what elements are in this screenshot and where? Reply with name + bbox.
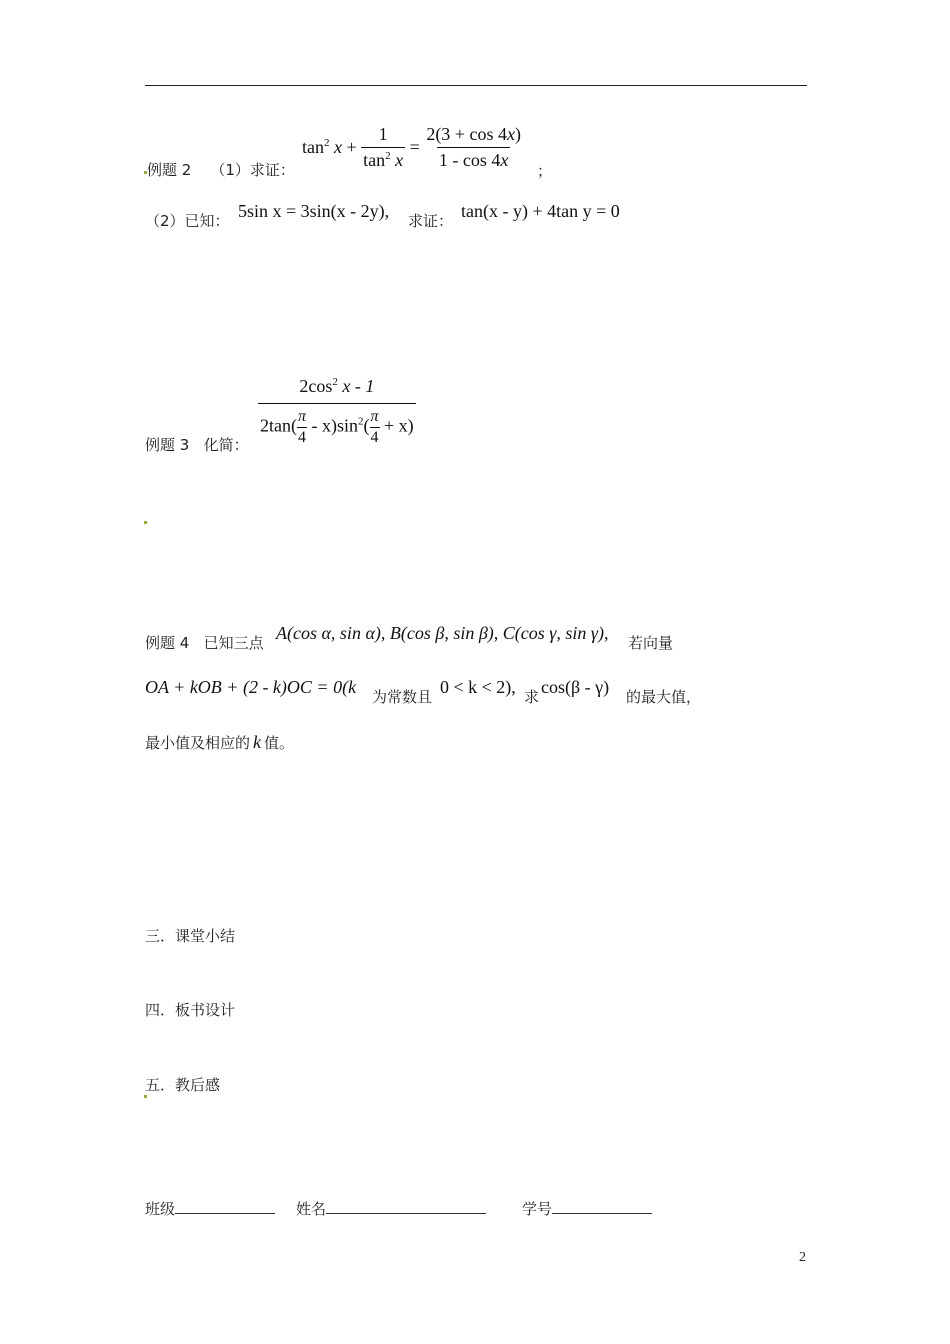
class-field bbox=[145, 1198, 275, 1219]
student-id-blank[interactable] bbox=[552, 1199, 652, 1214]
prove-equation: tan(x - y) + 4tan y = 0 bbox=[461, 201, 620, 221]
fraction-1-over-tan2x: $\frac{1}{\tan^2 x}$ bbox=[363, 124, 404, 170]
part-1-label: （1）求证： bbox=[210, 161, 295, 179]
header-rule bbox=[145, 85, 807, 86]
class-label: 班级 bbox=[145, 1200, 176, 1218]
student-id-label: 学号 bbox=[522, 1200, 553, 1218]
fraction-rhs: $\frac{2(3 + \cos 4x)}{1 - \cos 4x}$ bbox=[426, 124, 521, 170]
max-text: 的最大值， bbox=[626, 688, 702, 706]
vector-equation: OA + kOB + (2 - k)OC = 0(k bbox=[145, 677, 357, 697]
part-2-label: （2）已知： bbox=[145, 212, 230, 230]
prove-label: 求证： bbox=[408, 212, 454, 230]
anchor-marker bbox=[144, 1095, 147, 1098]
example-4-label: 例题 4 已知三点 bbox=[145, 634, 264, 652]
section-summary: 三．课堂小结 bbox=[145, 927, 236, 945]
example-2-label bbox=[147, 159, 295, 180]
equation-1: $\tan^2 x$ + $\frac{1}{\tan^2 x}$ = $\frac{2(3 + \cos 4x)}{1 - \cos 4x}$ bbox=[302, 124, 521, 170]
example-label: 例题 2 bbox=[147, 161, 192, 179]
simplify-fraction: $2\cos^2$ x - 1 2tan( $\frac{\pi}{4}$ - $x)\sin^2$( $\frac{\pi}{4}$ + x) bbox=[260, 376, 414, 446]
class-blank[interactable] bbox=[175, 1199, 275, 1214]
given-equation: 5sin x = 3sin(x - 2y), bbox=[238, 201, 390, 221]
name-field bbox=[296, 1198, 486, 1219]
constant-text: 为常数且 bbox=[372, 688, 433, 706]
anchor-marker bbox=[144, 521, 147, 524]
name-label: 姓名 bbox=[296, 1200, 327, 1218]
k-condition: 0 < k < 2), bbox=[440, 677, 516, 697]
points-expression: A(cos α, sin α), B(cos β, sin β), C(cos γ, sin γ), bbox=[276, 623, 609, 643]
semicolon: ； bbox=[537, 162, 553, 180]
example-3-label: 例题 3 化简： bbox=[145, 436, 249, 454]
student-id-field bbox=[522, 1198, 652, 1219]
section-board-design: 四．板书设计 bbox=[145, 1001, 236, 1019]
cos-expression: cos(β - γ) bbox=[541, 677, 610, 697]
name-blank[interactable] bbox=[326, 1199, 486, 1214]
find-label: 求 bbox=[524, 688, 540, 706]
page-number: 2 bbox=[799, 1250, 806, 1265]
min-text: 最小值及相应的 k 值。 bbox=[145, 732, 295, 752]
vector-label: 若向量 bbox=[628, 634, 674, 652]
section-reflection: 五．教后感 bbox=[145, 1076, 221, 1094]
